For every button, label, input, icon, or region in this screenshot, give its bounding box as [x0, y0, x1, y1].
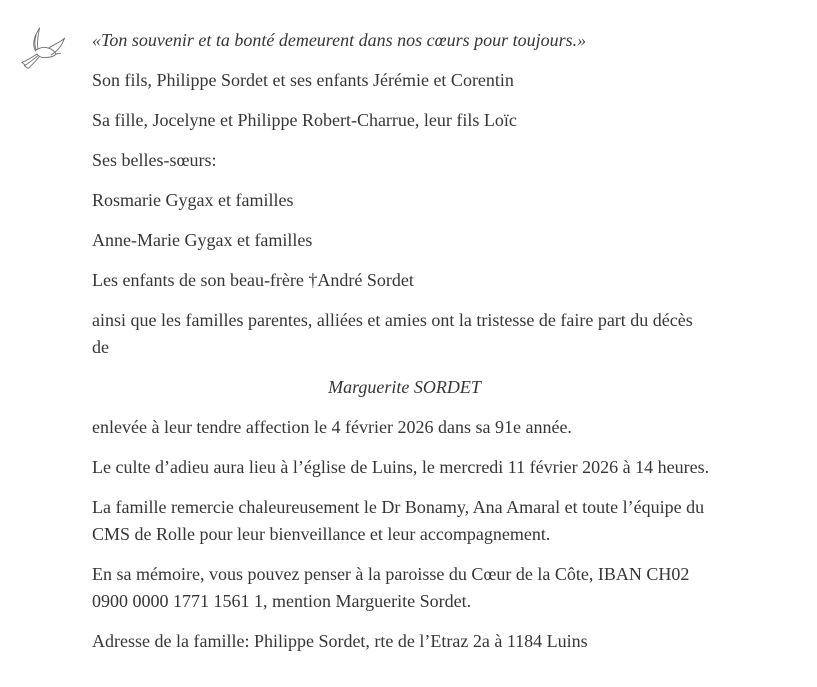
thanks-line-2: CMS de Rolle pour leur bienveillance et leur accompagnement.	[92, 524, 551, 544]
donation-line-2: 0900 0000 1771 1561 1, mention Marguerite Sordet.	[92, 591, 472, 611]
donation-line-1: En sa mémoire, vous pouvez penser à la paroisse du Cœur de la Côte, IBAN CH02	[92, 564, 690, 584]
relatives-line-anne-marie: Anne-Marie Gygax et familles	[92, 230, 313, 250]
relatives-line-son: Son fils, Philippe Sordet et ses enfants Jérémie et Corentin	[92, 70, 514, 90]
family-address-line: Adresse de la famille: Philippe Sordet, rte de l’Etraz 2a à 1184 Luins	[92, 631, 588, 651]
death-announcement	[92, 307, 717, 361]
notice-text-column	[92, 27, 717, 668]
relatives-line-brother-in-law-children: Les enfants de son beau-frère †André Sordet	[92, 270, 414, 290]
ceremony-line: Le culte d’adieu aura lieu à l’église de Luins, le mercredi 11 février 2026 à 14 heures.	[92, 457, 710, 477]
death-announcement-line-1: ainsi que les familles parentes, alliées et amies ont la tristesse de faire part du décès	[92, 310, 693, 330]
thanks-paragraph	[92, 494, 717, 548]
thanks-line-1: La famille remercie chaleureusement le Dr Bonamy, Ana Amaral et toute l’équipe du	[92, 497, 705, 517]
relatives-line-daughter: Sa fille, Jocelyne et Philippe Robert-Charrue, leur fils Loïc	[92, 110, 517, 130]
dove-icon	[17, 25, 67, 73]
donation-paragraph	[92, 561, 717, 615]
death-announcement-line-2: de	[92, 337, 109, 357]
deceased-name: Marguerite SORDET	[328, 377, 481, 397]
death-date-line: enlevée à leur tendre affection le 4 février 2026 dans sa 91e année.	[92, 417, 572, 437]
relatives-line-sisters-in-law: Ses belles-sœurs:	[92, 150, 217, 170]
memorial-quote: «Ton souvenir et ta bonté demeurent dans nos cœurs pour toujours.»	[92, 30, 587, 50]
relatives-line-rosmarie: Rosmarie Gygax et familles	[92, 190, 294, 210]
